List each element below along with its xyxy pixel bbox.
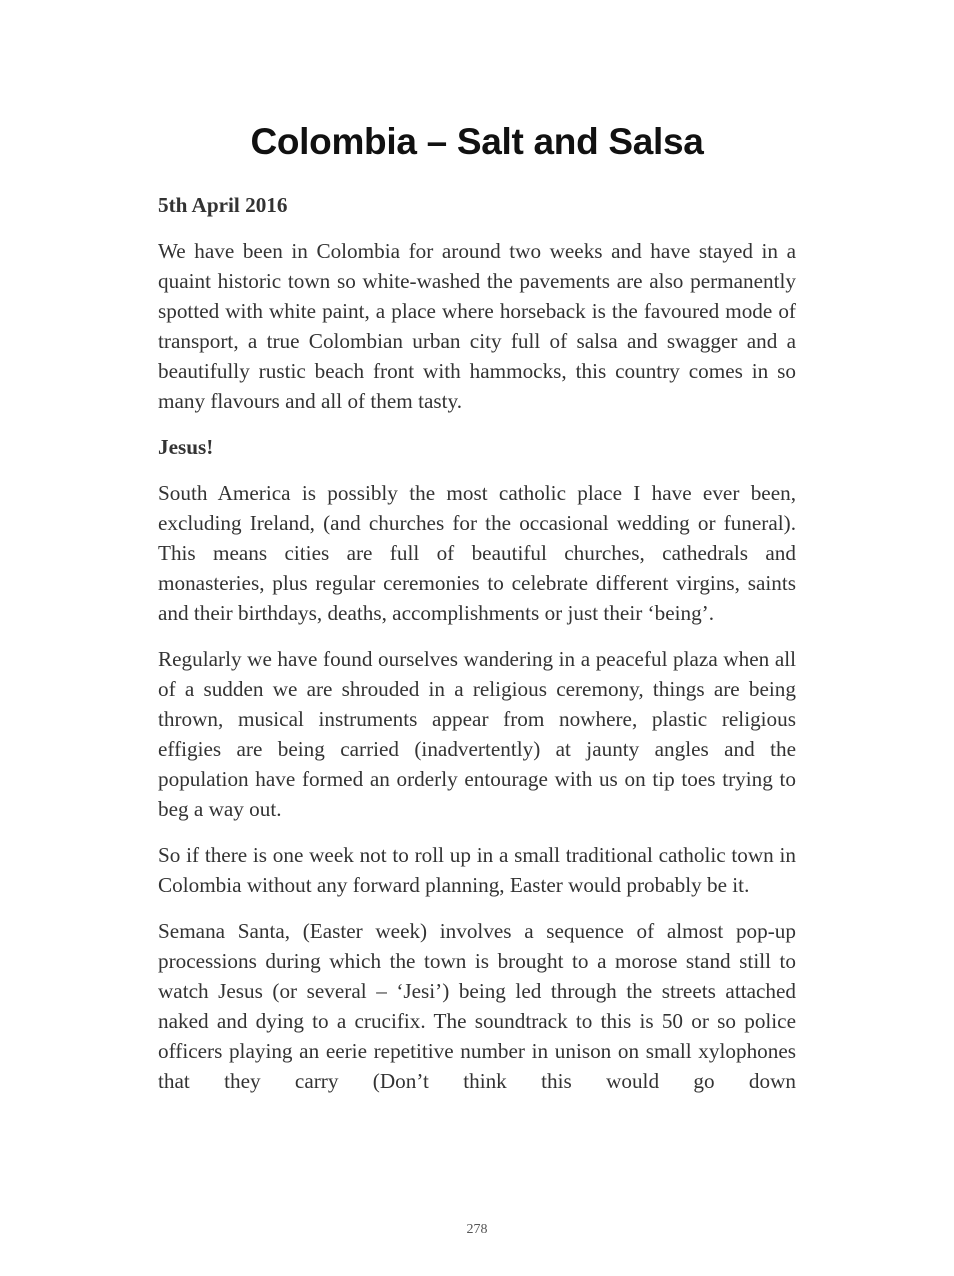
section-heading: Jesus! — [158, 435, 214, 459]
paragraph: We have been in Colombia for around two weeks and have stayed in a quaint historic town so white-washed the pavements are also permanently spotted with white paint, a place where horseback is the favoured mode of transport, a true Colombian urban city full of salsa and swagger and a beautifully rustic beach front with hammocks, this country comes in so many flavours and all of them tasty. — [158, 239, 796, 413]
date-heading: 5th April 2016 — [158, 193, 288, 217]
paragraph: So if there is one week not to roll up in a small traditional catholic town in Colombia without any forward planning, Easter would probably be it. — [158, 843, 796, 897]
page-title: Colombia – Salt and Salsa — [250, 121, 704, 162]
article-body — [158, 190, 796, 1112]
paragraph: Regularly we have found ourselves wandering in a peaceful plaza when all of a sudden we are shrouded in a religious ceremony, things are being thrown, musical instruments appear from nowhere, plastic religious effigies are being carried (inadvertently) at jaunty angles and the population have formed an orderly entourage with us on tip toes trying to beg a way out. — [158, 647, 796, 821]
paragraph: Semana Santa, (Easter week) involves a sequence of almost pop-up processions during which the town is brought to a morose stand still to watch Jesus (or several – ‘Jesi’) being led through the streets attached naked and dying to a crucifix. The soundtrack to this is 50 or so police officers playing an eerie repetitive number in unison on small xylophones that they carry (Don’t think this would go down — [158, 919, 796, 1093]
page-number: 278 — [466, 1222, 488, 1237]
paragraph: South America is possibly the most catholic place I have ever been, excluding Ireland, (and churches for the occasional wedding or funeral). This means cities are full of beautiful churches, cathedrals and monasteries, plus regular ceremonies to celebrate different virgins, saints and their birthdays, deaths, accomplishments or just their ‘being’. — [158, 481, 796, 625]
